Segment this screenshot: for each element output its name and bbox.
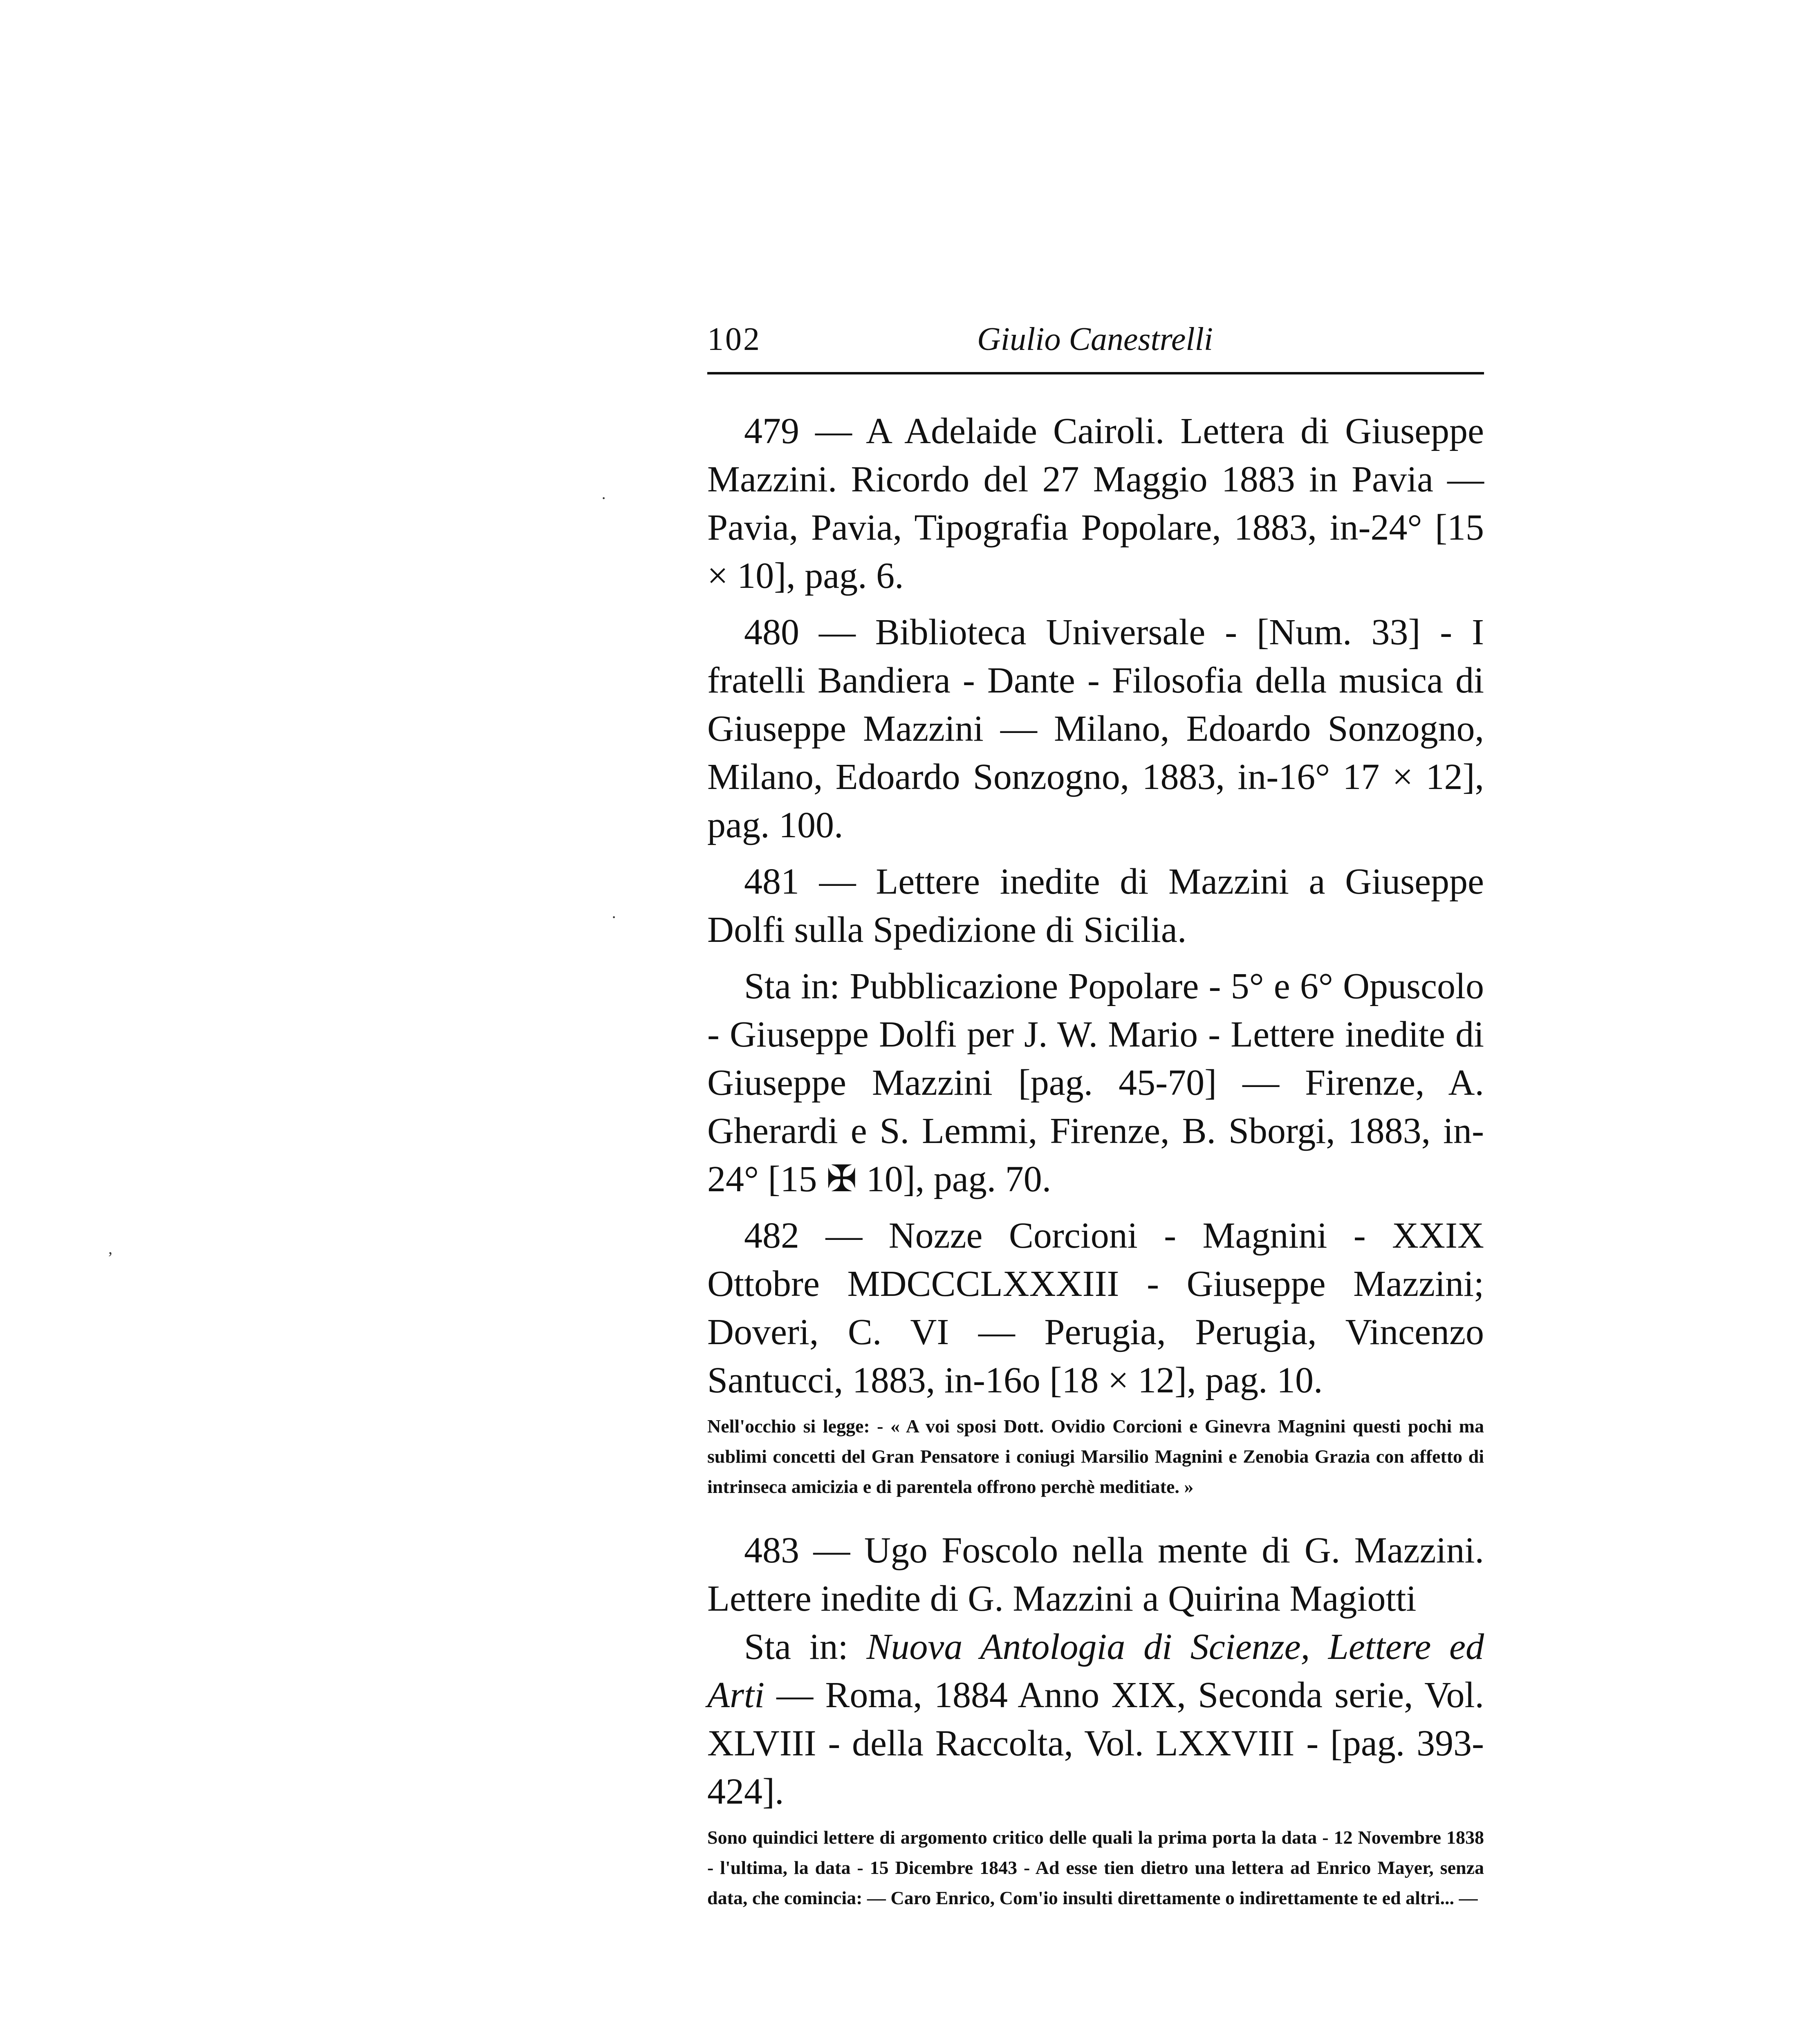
margin-tick: ,: [108, 1239, 112, 1257]
entry-483-journal-title: Nuova Antologia di Scienze, Lettere ed Arti: [707, 1627, 1484, 1715]
entry-481: 481 — Lettere inedite di Mazzini a Giuseppe Dolfi sulla Spedizione di Sicilia.: [707, 861, 1484, 950]
page-number: 102: [707, 321, 761, 357]
entry-481-source: Sta in: Pubblicazione Popolare - 5° e 6° Opuscolo - Giuseppe Dolfi per J. W. Mario - Lettere inedite di Giuseppe Mazzini [pag. 45-70] — Firenze, A. Gherardi e S. Lemmi, Firenze, B. Sborgi, 1883, in-24° [15 ✠ 10], pag. 70.: [707, 966, 1484, 1199]
book-page: [707, 311, 1484, 1938]
entry-479: 479 — A Adelaide Cairoli. Lettera di Giuseppe Mazzini. Ricordo del 27 Maggio 1883 in Pavia — Pavia, Pavia, Tipografia Popolare, 1883, in-24° [15 × 10], pag. 6.: [707, 411, 1484, 596]
margin-dot: ·: [611, 908, 617, 926]
entry-480: 480 — Biblioteca Universale - [Num. 33] - I fratelli Bandiera - Dante - Filosofia della musica di Giuseppe Mazzini — Milano, Edoardo Sonzogno, Milano, Edoardo Sonzogno, 1883, in-16° 17 × 12], pag. 100.: [707, 612, 1484, 845]
bibliography-entries: [707, 407, 1484, 1913]
entry-483-source: [707, 1623, 1484, 1816]
entry-483-source-prefix: Sta in:: [744, 1627, 867, 1667]
page-header: [707, 311, 1484, 374]
entry-483-source-rest: — Roma, 1884 Anno XIX, Seconda serie, Vol. XLVIII - della Raccolta, Vol. LXXVIII - [pag. 393-424].: [707, 1675, 1484, 1812]
entry-483: 483 — Ugo Foscolo nella mente di G. Mazzini. Lettere inedite di G. Mazzini a Quirina Magiotti: [707, 1530, 1484, 1619]
entry-483-note: Sono quindici lettere di argomento critico delle quali la prima porta la data - 12 Novembre 1838 - l'ultima, la data - 15 Dicembre 1843 - Ad esse tien dietro una lettera ad Enrico Mayer, senza data, che comincia: — Caro Enrico, Com'io insulti direttamente o indirettamente te ed altri... —: [707, 1827, 1484, 1908]
running-title: Giulio Canestrelli: [977, 321, 1213, 357]
entry-482: 482 — Nozze Corcioni - Magnini - XXIX Ottobre MDCCCLXXXIII - Giuseppe Mazzini; Doveri, C. VI — Perugia, Perugia, Vincenzo Santucci, 1883, in-16o [18 × 12], pag. 10.: [707, 1215, 1484, 1401]
margin-dot: ·: [601, 489, 607, 507]
entry-482-note: Nell'occhio si legge: - « A voi sposi Dott. Ovidio Corcioni e Ginevra Magnini questi pochi ma sublimi concetti del Gran Pensatore i coniugi Marsilio Magnini e Zenobia Grazia con affetto di intrinseca amicizia e di parentela offrono perchè meditiate. »: [707, 1416, 1484, 1497]
